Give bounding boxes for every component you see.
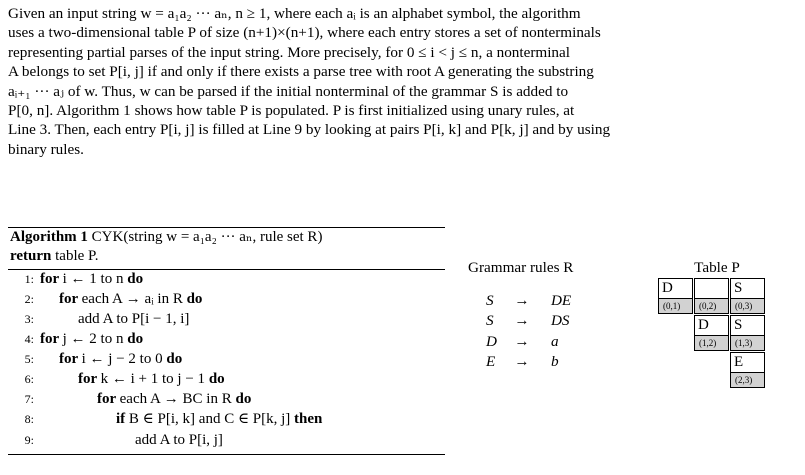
line-text: each A → BC in R: [119, 391, 232, 408]
keyword: do: [205, 371, 225, 388]
algorithm-line: [8, 431, 445, 451]
algorithm-line: [8, 330, 445, 350]
line-body: [40, 270, 143, 289]
algorithm-line: [8, 310, 445, 330]
line-number: 1:: [24, 271, 34, 286]
rule-rhs: DS: [550, 312, 570, 330]
line-text: B ∈ P[i, k] and C ∈ P[k, j]: [128, 411, 291, 428]
grammar-rule: [480, 352, 577, 372]
return-text: table P.: [55, 248, 99, 265]
paragraph-line: aᵢ₊₁ ··· aⱼ of w. Thus, w can be parsed if the initial nonterminal of the grammar S is added to: [8, 82, 569, 100]
cell-index: (1,2): [694, 335, 729, 351]
line-body: [40, 390, 251, 409]
table-p-cell: [730, 315, 765, 351]
cell-nonterminal: [694, 278, 729, 298]
algorithm-lines: [8, 270, 445, 451]
cell-index: (0,2): [694, 298, 729, 314]
line-body: [40, 410, 322, 429]
grammar-rules: [468, 259, 618, 372]
rule-arrow: →: [514, 332, 530, 350]
line-text: i ← 1 to n: [62, 270, 124, 287]
line-number: 2:: [24, 291, 34, 306]
algorithm-bottom-rule: [8, 454, 445, 455]
paragraph-line: A belongs to set P[i, j] if and only if there exists a parse tree with root A generating the substring: [8, 63, 594, 81]
line-number: 9:: [24, 432, 34, 447]
line-body: [40, 370, 225, 389]
keyword: for: [78, 371, 101, 388]
intro-paragraph: [8, 4, 798, 159]
paragraph-line: binary rules.: [8, 140, 84, 158]
rule-lhs: D: [486, 332, 497, 350]
line-text: each A → aᵢ in R: [81, 290, 183, 307]
paragraph-line: representing partial parses of the input string. More precisely, for 0 ≤ i < j ≤ n, a nonterminal: [8, 43, 570, 61]
cell-index: (2,3): [730, 372, 765, 388]
grammar-rules-table: [480, 291, 577, 372]
line-text: add A to P[i − 1, i]: [78, 311, 190, 327]
keyword: if: [116, 411, 129, 428]
line-text: k ← i + 1 to j − 1: [100, 371, 206, 388]
algorithm-label: Algorithm 1: [10, 229, 88, 245]
keyword: for: [59, 351, 82, 368]
table-p-title: Table P: [694, 259, 740, 276]
rule-arrow: →: [514, 353, 530, 371]
paragraph-line: P[0, n]. Algorithm 1 shows how table P is populated. P is first initialized using unary rules, at: [8, 102, 575, 120]
keyword: do: [123, 270, 144, 287]
table-p-cell: [658, 278, 693, 314]
keyword: for: [40, 331, 63, 348]
keyword: then: [290, 411, 323, 428]
keyword: for: [97, 391, 120, 408]
algorithm-line: [8, 290, 445, 310]
return-keyword: return: [10, 248, 52, 265]
line-text: add A to P[i, j]: [135, 431, 223, 448]
keyword: for: [59, 290, 82, 307]
grammar-title: Grammar rules R: [468, 259, 574, 276]
algorithm-line: [8, 410, 445, 430]
rule-arrow: →: [514, 292, 530, 310]
table-p-cell: [694, 278, 729, 314]
keyword: do: [162, 351, 183, 368]
rule-lhs: S: [486, 292, 494, 310]
line-number: 5:: [24, 352, 34, 367]
table-p-cell: [730, 352, 765, 388]
table-p-cell: [730, 278, 765, 314]
cell-nonterminal: S: [730, 315, 765, 335]
keyword: do: [123, 331, 144, 348]
algorithm-block: [8, 227, 445, 455]
keyword: do: [182, 290, 203, 307]
paragraph-line: Line 3. Then, each entry P[i, j] is filled at Line 9 by looking at pairs P[i, k] and P[k, j] and by using: [8, 121, 611, 139]
line-body: [40, 310, 189, 329]
rule-rhs: b: [550, 353, 559, 371]
line-body: [40, 431, 223, 450]
algorithm-line: [8, 370, 445, 390]
table-p: [658, 259, 788, 410]
paragraph-line: uses a two-dimensional table P of size (n+1)×(n+1), where each entry stores a set of nonterminals: [8, 24, 601, 42]
cell-nonterminal: E: [730, 352, 765, 372]
paragraph-line: Given an input string w = a₁a₂ ··· aₙ, n ≥ 1, where each aᵢ is an alphabet symbol, the algorithm: [8, 5, 581, 22]
line-body: [40, 330, 143, 349]
rule-rhs: DE: [550, 292, 572, 310]
rule-arrow: →: [514, 312, 530, 330]
cell-nonterminal: D: [694, 315, 729, 335]
line-number: 7:: [24, 392, 34, 407]
grammar-rule: [480, 291, 577, 311]
grammar-rule: [480, 311, 577, 331]
line-body: [40, 290, 202, 309]
keyword: for: [40, 270, 63, 287]
line-number: 4:: [24, 332, 34, 347]
algorithm-header: [8, 228, 445, 247]
line-number: 6:: [24, 372, 34, 387]
algorithm-line: [8, 350, 445, 370]
cell-nonterminal: D: [658, 278, 693, 298]
algorithm-return: [8, 247, 445, 266]
algorithm-line: [8, 270, 445, 290]
algorithm-line: [8, 390, 445, 410]
algorithm-signature: CYK(string w = a₁a₂ ··· aₙ, rule set R): [91, 229, 323, 245]
rule-rhs: a: [550, 332, 559, 350]
table-p-cell: [694, 315, 729, 351]
rule-lhs: E: [486, 353, 496, 371]
cell-index: (0,3): [730, 298, 765, 314]
cell-index: (1,3): [730, 335, 765, 351]
line-number: 3:: [24, 312, 34, 326]
grammar-rule: [480, 332, 577, 352]
rule-lhs: S: [486, 312, 494, 330]
line-body: [40, 350, 182, 369]
cell-nonterminal: S: [730, 278, 765, 298]
table-p-grid: [658, 278, 768, 410]
keyword: do: [231, 391, 252, 408]
line-text: i ← j − 2 to 0: [81, 351, 163, 368]
line-text: j ← 2 to n: [62, 331, 124, 348]
cell-index: (0,1): [658, 298, 693, 314]
line-number: 8:: [24, 412, 34, 427]
